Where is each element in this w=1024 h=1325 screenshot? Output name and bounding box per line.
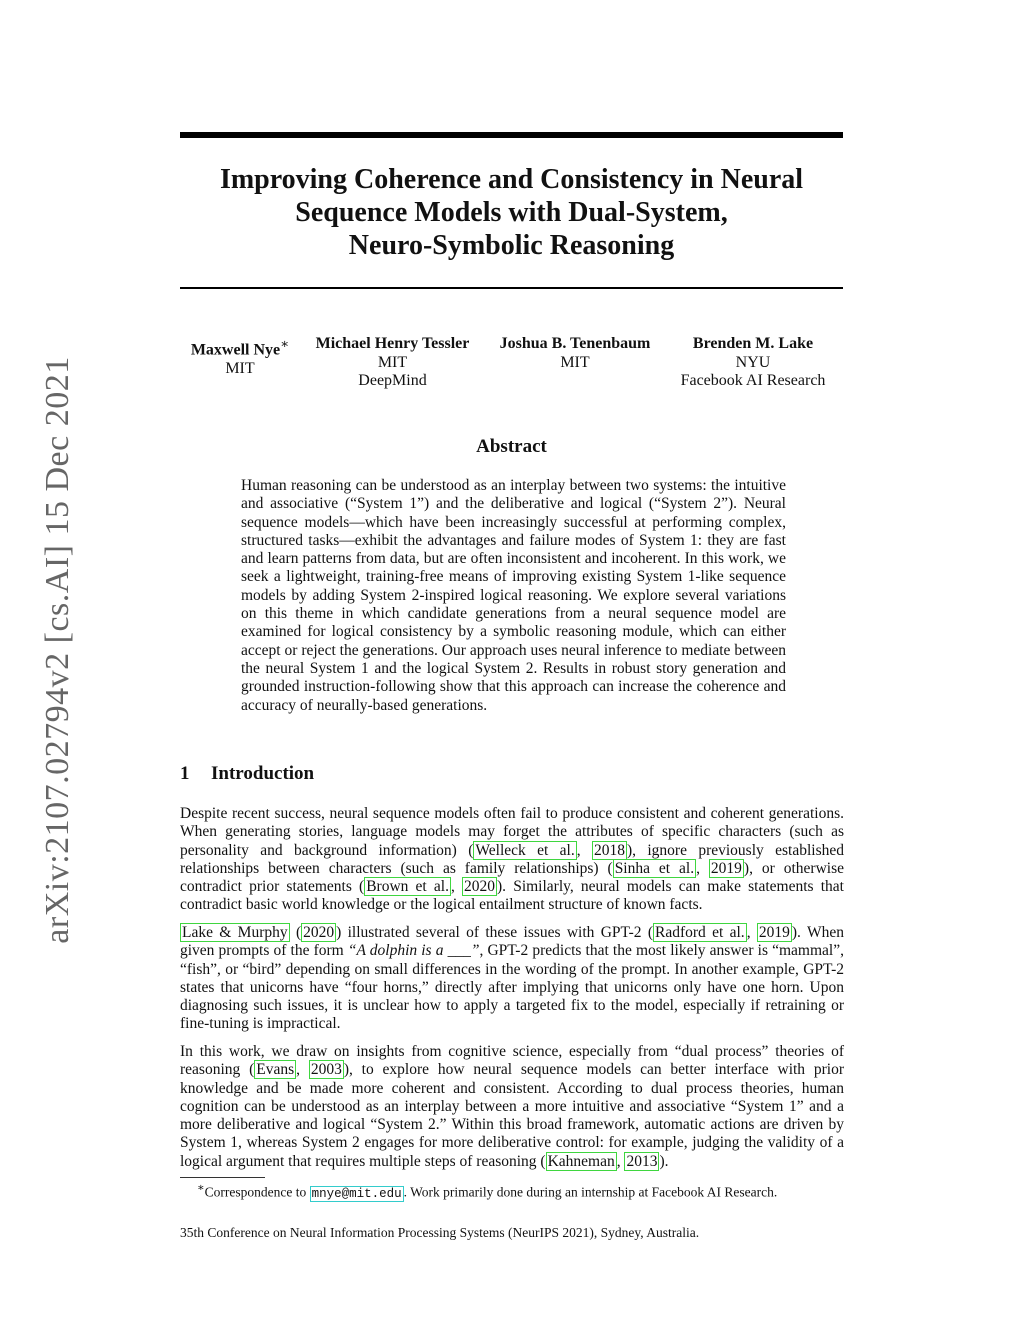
citation-link[interactable]: Brown et al. bbox=[366, 878, 449, 896]
citation-year-link[interactable]: 2019 bbox=[758, 924, 790, 941]
title-line: Sequence Models with Dual-System, bbox=[295, 197, 728, 228]
citation-year-link[interactable]: 2020 bbox=[464, 878, 495, 896]
author-affiliation: MIT bbox=[225, 359, 255, 377]
arxiv-identifier: arXiv:2107.02794v2 [cs.AI] 15 Dec 2021 bbox=[39, 356, 76, 944]
author-affiliation: MIT bbox=[377, 353, 408, 371]
intro-paragraph-3: In this work, we draw on insights from cognitive science, especially from “dual process” theories of reasoning ( Evans , 2003 ), to explore how neural sequence models can better interface with prior knowledge and be made more coherent and consistent. According to dual process theories, human cognition can be understood as an interplay between a more intuitive and associative “System 1” and a more deliberative and logical “System 2.” Within this broad framework, automatic actions are driven by System 1, whereas System 2 engages for more deliberative control: for example, judging the validity of a logical argument that requires multiple steps of reasoning ( Kahneman , 2013 ). bbox=[180, 1043, 844, 1170]
author-block bbox=[180, 335, 300, 378]
title-line: Improving Coherence and Consistency in Neural bbox=[219, 164, 804, 195]
citation-link[interactable]: Evans bbox=[256, 1061, 295, 1079]
author-name: Brenden M. Lake bbox=[692, 335, 814, 352]
author-affiliation: DeepMind bbox=[358, 372, 427, 389]
citation-year-link[interactable]: 2020 bbox=[303, 924, 335, 941]
citation-year-link[interactable]: 2003 bbox=[310, 1061, 342, 1079]
email-link[interactable]: mnye@mit.edu bbox=[311, 1186, 402, 1201]
footnote-mark: ∗ bbox=[197, 1182, 205, 1194]
citation-year-link[interactable]: 2013 bbox=[626, 1152, 658, 1170]
footnote: ∗Correspondence to mnye@mit.edu . Work primarily done during an internship at Facebook AI Research. bbox=[197, 1182, 778, 1201]
title-top-rule bbox=[180, 132, 843, 138]
author-affiliation: MIT bbox=[560, 353, 590, 371]
section-title: Introduction bbox=[211, 763, 315, 784]
citation-link[interactable]: Welleck et al. bbox=[475, 841, 575, 859]
prompt-example: “A dolphin is a ___” bbox=[347, 942, 480, 960]
venue-footer: 35th Conference on Neural Information Processing Systems (NeurIPS 2021), Sydney, Australia. bbox=[180, 1225, 700, 1240]
abstract-heading: Abstract bbox=[476, 436, 547, 457]
paper-title bbox=[180, 163, 843, 262]
title-line: Neuro-Symbolic Reasoning bbox=[348, 230, 675, 261]
author-name: Joshua B. Tenenbaum bbox=[499, 335, 651, 352]
citation-link[interactable]: Lake & Murphy bbox=[182, 924, 288, 941]
citation-year-link[interactable]: 2018 bbox=[593, 841, 625, 859]
citation-link[interactable]: Sinha et al. bbox=[614, 859, 695, 877]
title-bottom-rule bbox=[180, 287, 843, 289]
author-block bbox=[490, 335, 660, 372]
author-block bbox=[305, 335, 480, 391]
abstract-text: Human reasoning can be understood as an interplay between two systems: the intuitive and associative (“System 1”) and the deliberative and logical (“System 2”). Neural sequence models—which have been increasingly successful at performing complex, structured tasks—exhibit the advantages and failure modes of System 1: they are fast and learn patterns from data, but are often inconsistent and incoherent. In this work, we seek a lightweight, training-free means of improving existing System 1-like sequence models by adding System 2-inspired logical reasoning. We explore several variations on this theme in which candidate generations from a neural sequence model are examined for logical consistency by a symbolic reasoning module, which can either accept or reject the generations. Our approach uses neural inference to mediate between the neural System 1 and the logical System 2. Results in robust story generation and grounded instruction-following show that this approach can increase the coherence and accuracy of neurally-based generations. bbox=[241, 477, 786, 714]
section-number: 1 bbox=[180, 763, 190, 784]
section-heading bbox=[180, 763, 314, 785]
footnote-rule bbox=[180, 1177, 265, 1178]
citation-link[interactable]: Kahneman bbox=[547, 1152, 615, 1170]
intro-paragraph-2: Lake & Murphy ( 2020 ) illustrated several of these issues with GPT-2 ( Radford et al. , 2019 ). When given prompts of the form “A dolphin is a ___”, GPT-2 predicts that the most likely answer is “mammal”, “fish”, or “bird” depending on small differences in the wording of the prompt. In another example, GPT-2 states that unicorns have “four horns,” directly after implying that unicorns only have one horn. Upon diagnosing such issues, it is unclear how to apply a targeted fix to the model, especially if retraining or fine-tuning is impractical. bbox=[180, 924, 844, 1033]
author-block bbox=[668, 335, 838, 391]
citation-year-link[interactable]: 2019 bbox=[710, 859, 742, 877]
author-affiliation: Facebook AI Research bbox=[680, 372, 826, 389]
author-name: Michael Henry Tessler bbox=[315, 335, 470, 352]
citation-link[interactable]: Radford et al. bbox=[655, 924, 745, 941]
author-footnote-mark: ∗ bbox=[280, 336, 290, 351]
author-name: Maxwell Nye∗ bbox=[190, 336, 290, 359]
intro-paragraph-1: Despite recent success, neural sequence models often fail to produce consistent and coherent generations. When generating stories, language models may forget the attributes of specific characters (such as personality and background information) ( Welleck et al. , 2018 ), ignore previously established relationships between characters (such as family relationships) ( Sinha et al. , 2019 ), or otherwise contradict prior statements ( Brown et al. , 2020 ). Similarly, neural models can make statements that contradict basic world knowledge or the logical entailment structure of known facts. bbox=[180, 805, 844, 914]
author-affiliation: NYU bbox=[735, 353, 771, 371]
